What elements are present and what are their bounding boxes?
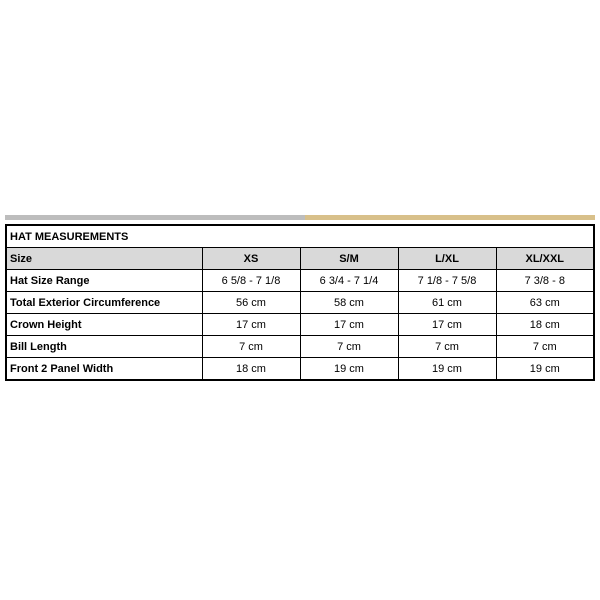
size-header-xlxxl: XL/XXL [496, 248, 594, 270]
table-row [6, 314, 594, 336]
size-header-sm: S/M [300, 248, 398, 270]
cell-value: 7 cm [398, 336, 496, 358]
cell-value: 17 cm [398, 314, 496, 336]
cell-value: 7 cm [300, 336, 398, 358]
cell-value: 18 cm [202, 358, 300, 381]
accent-bar-gold [305, 215, 595, 220]
table-title: HAT MEASUREMENTS [6, 225, 594, 248]
cell-value: 7 1/8 - 7 5/8 [398, 270, 496, 292]
table-row [6, 358, 594, 381]
accent-bar-gray [5, 215, 305, 220]
top-accent-bar [5, 215, 595, 220]
measurement-sheet [5, 215, 595, 380]
cell-value: 6 3/4 - 7 1/4 [300, 270, 398, 292]
cell-value: 63 cm [496, 292, 594, 314]
cell-value: 56 cm [202, 292, 300, 314]
cell-value: 7 3/8 - 8 [496, 270, 594, 292]
cell-value: 17 cm [202, 314, 300, 336]
row-label: Crown Height [6, 314, 202, 336]
size-header-label: Size [6, 248, 202, 270]
cell-value: 17 cm [300, 314, 398, 336]
cell-value: 7 cm [496, 336, 594, 358]
size-header-row [6, 248, 594, 270]
cell-value: 18 cm [496, 314, 594, 336]
table-row [6, 270, 594, 292]
table-row [6, 336, 594, 358]
table-title-row [6, 225, 594, 248]
row-label: Front 2 Panel Width [6, 358, 202, 381]
row-label: Hat Size Range [6, 270, 202, 292]
cell-value: 19 cm [300, 358, 398, 381]
row-label: Bill Length [6, 336, 202, 358]
cell-value: 19 cm [398, 358, 496, 381]
cell-value: 19 cm [496, 358, 594, 381]
cell-value: 7 cm [202, 336, 300, 358]
hat-measurements-table [5, 224, 595, 381]
table-row [6, 292, 594, 314]
size-header-xs: XS [202, 248, 300, 270]
cell-value: 58 cm [300, 292, 398, 314]
row-label: Total Exterior Circumference [6, 292, 202, 314]
cell-value: 6 5/8 - 7 1/8 [202, 270, 300, 292]
table-body [6, 225, 594, 380]
size-header-lxl: L/XL [398, 248, 496, 270]
cell-value: 61 cm [398, 292, 496, 314]
